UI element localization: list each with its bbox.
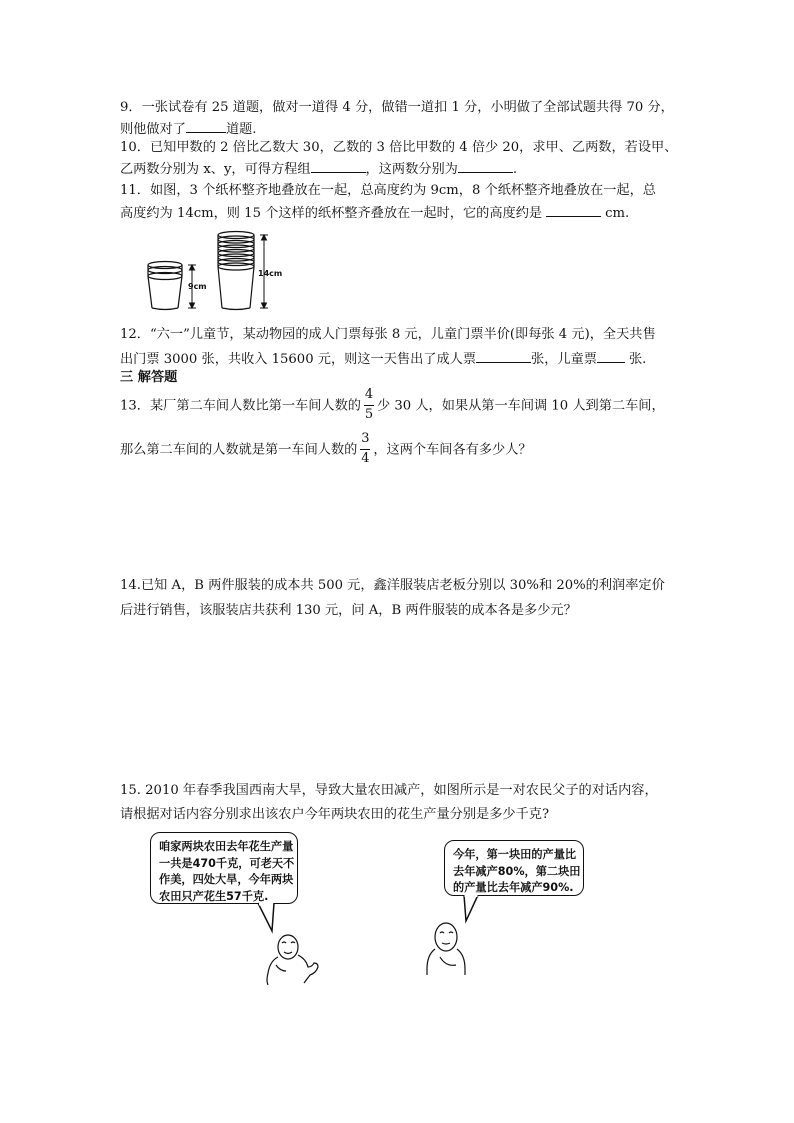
q10-text-b: ，这两数分别为 <box>365 162 458 177</box>
q11-answer-blank[interactable] <box>546 203 601 217</box>
q10-text-c: . <box>512 162 518 177</box>
large-cup-stack <box>218 232 254 310</box>
q11-line2 <box>120 203 629 223</box>
q13-frac1-numerator: 4 <box>364 387 374 402</box>
cup-stacks-figure <box>140 225 300 315</box>
q12-line1: 12．“六一”儿童节，某动物园的成人门票每张 8 元，儿童门票半价(即每张 4 元)，全天共售 <box>120 327 656 342</box>
q12-line2 <box>120 349 646 369</box>
q10-line1: 10．已知甲数的 2 倍比乙数大 30，乙数的 3 倍比甲数的 4 倍少 20，求甲、乙两数，若设甲、 <box>120 140 678 155</box>
q11-text-b: cm. <box>605 206 630 221</box>
q11-line1: 11．如图，3 个纸杯整齐地叠放在一起，总高度约为 9cm，8 个纸杯整齐地叠放在一起，总 <box>120 183 656 198</box>
q9-text-b: 道题. <box>225 122 257 137</box>
q13-text-a: 13．某厂第二车间人数比第一车间人数的 <box>120 398 361 414</box>
q11-text-a: 高度约为 14cm，则 15 个这样的纸杯整齐叠放在一起时，它的高度约是 <box>120 206 543 221</box>
q15-line1: 15. 2010 年春季我国西南大旱，导致大量农田减产，如图所示是一对农民父子的对话内容， <box>120 783 658 798</box>
small-cup-stack <box>148 262 182 310</box>
q13-fraction-4-5 <box>361 387 377 422</box>
q10-equation-blank[interactable] <box>311 159 366 173</box>
q12-text-a: 出门票 3000 张，共收入 15600 元，则这一天售出了成人票 <box>120 352 477 367</box>
small-stack-label: 9cm <box>188 282 207 291</box>
q10-line2 <box>120 159 517 179</box>
q9-answer-blank[interactable] <box>186 119 226 133</box>
q13-line2 <box>120 431 532 466</box>
father-figure <box>267 935 318 985</box>
q12-text-b: 张，儿童票 <box>531 352 597 367</box>
q13-fraction-3-4 <box>357 431 373 466</box>
son-bubble-tail <box>464 895 478 921</box>
q13-text-d: ，这两个车间各有多少人？ <box>373 442 532 458</box>
q14-line1: 14.已知 A，B 两件服装的成本共 500 元，鑫洋服装店老板分别以 30%和 20%的利润率定价 <box>120 578 665 593</box>
father-speech-line-4: 农田只产花生57千克. <box>159 889 269 903</box>
q12-child-blank[interactable] <box>597 349 625 363</box>
q13-line1 <box>120 387 665 422</box>
q9-line1: 9．一张试卷有 25 道题，做对一道得 4 分，做错一道扣 1 分，小明做了全部试题共得 70 分， <box>120 100 674 115</box>
q13-text-c: 那么第二车间的人数就是第一车间人数的 <box>120 442 358 458</box>
son-speech-line-1: 今年，第一块田的产量比 <box>453 848 577 861</box>
son-speech-line-2: 去年减产80%，第二块田 <box>453 864 581 878</box>
father-speech-line-3: 作美，四处大旱，今年两块 <box>159 873 294 886</box>
q10-answer-blank[interactable] <box>458 159 513 173</box>
farmer-dialogue-illustration <box>140 895 610 985</box>
section-3-heading: 三 解答题 <box>120 370 178 385</box>
son-figure <box>427 923 465 975</box>
q10-text-a: 乙两数分别为 x、y，可得方程组 <box>120 162 311 177</box>
father-speech-line-2: 一共是470千克，可老天不 <box>159 856 295 870</box>
son-speech-line-3: 的产量比去年减产90%. <box>453 881 574 894</box>
large-stack-label: 14cm <box>258 269 283 278</box>
q13-text-b: 少 30 人，如果从第一车间调 10 人到第二车间， <box>376 398 665 414</box>
q9-text-a: 则他做对了 <box>120 122 186 137</box>
q14-line2: 后进行销售，该服装店共获利 130 元，问 A，B 两件服装的成本各是多少元？ <box>120 603 577 618</box>
q12-text-c: 张. <box>628 352 647 367</box>
father-bubble-tail <box>258 903 274 931</box>
q9-line2 <box>120 119 257 139</box>
q12-adult-blank[interactable] <box>476 349 531 363</box>
q13-frac2-numerator: 3 <box>361 431 370 446</box>
father-speech-line-1: 咱家两块农田去年花生产量 <box>159 840 294 853</box>
q13-frac1-denominator: 5 <box>364 407 374 422</box>
q13-frac2-denominator: 4 <box>361 451 370 466</box>
q15-line2: 请根据对话内容分别求出该农户今年两块农田的花生产量分别是多少千克? <box>120 807 550 822</box>
son-speech-bubble <box>444 840 584 896</box>
father-speech-bubble <box>150 832 298 904</box>
